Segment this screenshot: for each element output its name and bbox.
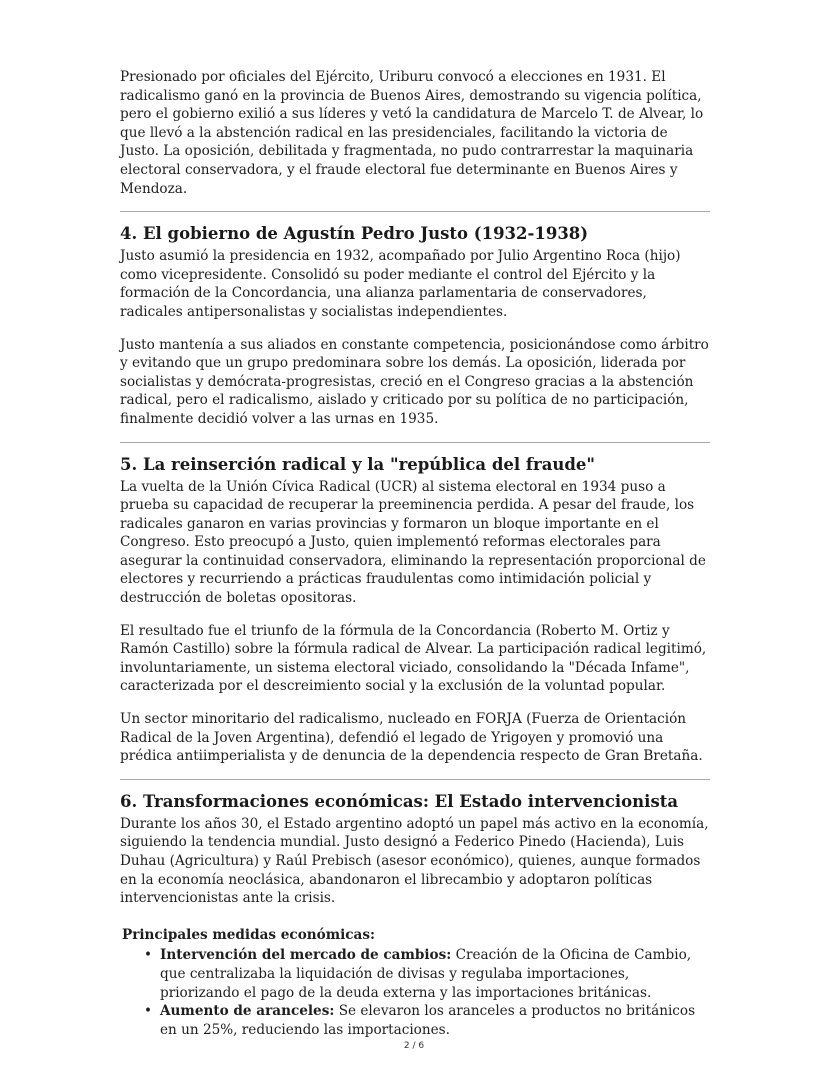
measures-list [120,946,710,1039]
section-divider [120,779,710,780]
section-divider [120,211,710,212]
section-5-heading: 5. La reinserción radical y la "república del fraude" [120,454,596,474]
measure-label: Aumento de aranceles: [160,1003,335,1020]
measures-heading: Principales medidas económicas: [122,926,376,943]
intro-paragraph: Presionado por oficiales del Ejército, Uriburu convocó a elecciones en 1931. El radicalismo ganó en la provincia de Buenos Aires, demostrando su vigencia política, pero el gobierno exilió a sus líderes y vetó la candidatura de Marcelo T. de Alvear, lo que llevó a la abstención radical en las presidenciales, facilitando la victoria de Justo. La oposición, debilitada y fragmentada, no pudo contrarrestar la maquinaria electoral conservadora, y el fraude electoral fue determinante en Buenos Aires y Mendoza. [120,69,704,197]
section-5-paragraph-2: El resultado fue el triunfo de la fórmula de la Concordancia (Roberto M. Ortiz y Ramón Castillo) sobre la fórmula radical de Alvear. La participación radical legitimó, involuntariamente, un sistema electoral viciado, consolidando la "Década Infame", caracterizada por el descreimiento social y la exclusión de la voluntad popular. [120,622,707,695]
page-number: 2 / 6 [403,1041,425,1051]
section-6-paragraph: Durante los años 30, el Estado argentino adoptó un papel más activo en la economía, siguiendo la tendencia mundial. Justo designó a Federico Pinedo (Hacienda), Luis Duhau (Agricultura) y Raúl Prebisch (asesor económico), quienes, aunque formados en la economía neoclásica, abandonaron el librecambio y adoptaron políticas intervencionistas ante la crisis. [120,815,709,907]
section-4-paragraph-2: Justo mantenía a sus aliados en constante competencia, posicionándose como árbitro y evitando que un grupo predominara sobre los demás. La oposición, liderada por socialistas y demócrata-progresistas, creció en el Congreso gracias a la abstención radical, pero el radicalismo, aislado y criticado por su política de no participación, finalmente decidió volver a las urnas en 1935. [120,336,709,427]
measure-text: Se elevaron los aranceles a productos no británicos en un 25%, reduciendo las importaciones. [160,1003,696,1038]
bullet-icon: • [144,1003,153,1020]
list-item [144,946,710,1002]
section-5-paragraph-1: La vuelta de la Unión Cívica Radical (UCR) al sistema electoral en 1934 puso a prueba su capacidad de recuperar la preeminencia perdida. A pesar del fraude, los radicales ganaron en varias provincias y formaron un bloque importante en el Congreso. Esto preocupó a Justo, quien implementó reformas electorales para asegurar la continuidad conservadora, eliminando la representación proporcional de electores y recurriendo a prácticas fraudulentas como intimidación policial y destrucción de boletas opositoras. [120,478,706,607]
list-item [144,1002,710,1039]
document-page [120,68,710,1039]
section-divider [120,442,710,443]
section-5-paragraph-3: Un sector minoritario del radicalismo, nucleado en FORJA (Fuerza de Orientación Radical de la Joven Argentina), defendió el legado de Yrigoyen y promovió una prédica antiimperialista y de denuncia de la dependencia respecto de Gran Bretaña. [120,711,703,765]
measure-label: Intervención del mercado de cambios: [160,947,452,964]
section-4-heading: 4. El gobierno de Agustín Pedro Justo (1932-1938) [120,224,589,244]
section-4-paragraph-1: Justo asumió la presidencia en 1932, acompañado por Julio Argentino Roca (hijo) como vicepresidente. Consolidó su poder mediante el control del Ejército y la formación de la Concordancia, una alianza parlamentaria de conservadores, radicales antipersonalistas y socialistas independientes. [120,248,681,320]
section-6-heading: 6. Transformaciones económicas: El Estado intervencionista [120,791,679,811]
bullet-icon: • [144,947,153,964]
measure-text: Creación de la Oficina de Cambio, que centralizaba la liquidación de divisas y regulaba importaciones, priorizando el pago de la deuda externa y las importaciones británicas. [160,947,692,1001]
